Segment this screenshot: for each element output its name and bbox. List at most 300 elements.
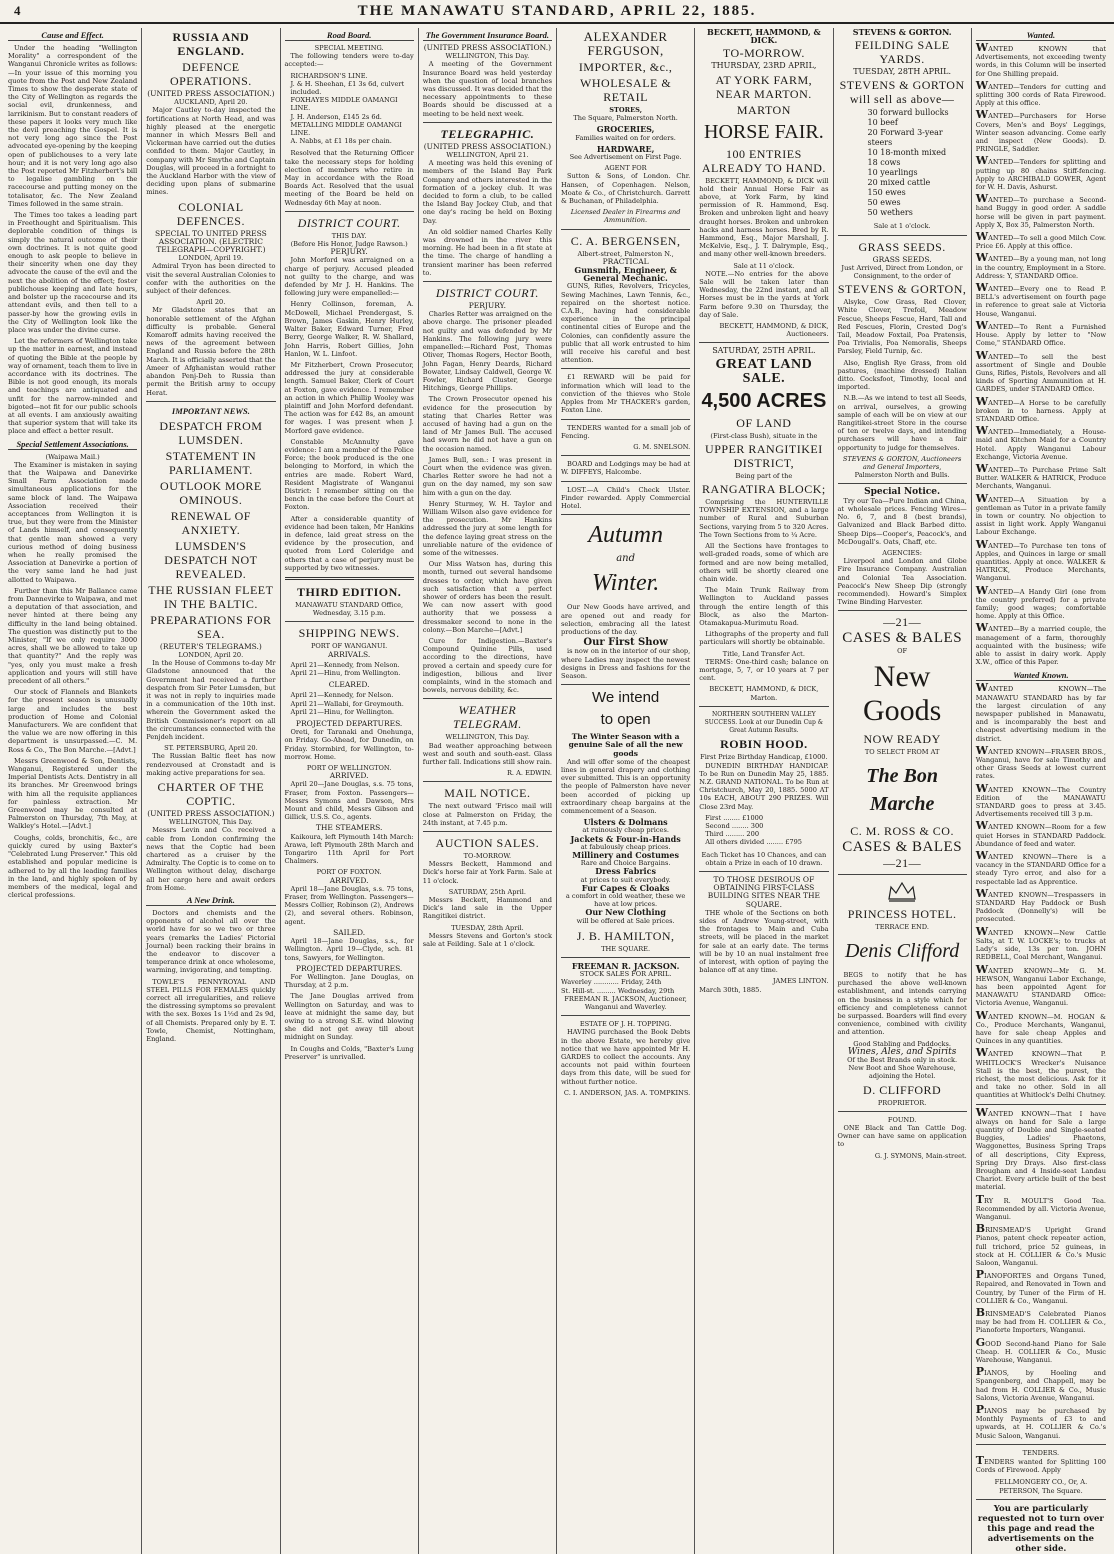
notice: You are particularly requested not to turn over this page and read the advertisements on the other side. bbox=[977, 1503, 1104, 1554]
dateline: ST. PETERSBURG, April 20. bbox=[164, 744, 258, 753]
arrivals-list bbox=[291, 661, 414, 677]
paragraph: Henry Sturmey, W. H. Taylor and William Wilson also gave evidence for the prosecution. Mr Hankins addressed the jury at some length for the defence laying great stress on the unreliable nature of the evidence of some of the witnesses. bbox=[422, 499, 552, 557]
table-row: All others divided ........ £795 bbox=[705, 838, 802, 847]
headline: CHARTER OF THE COPTIC. bbox=[157, 779, 265, 808]
list-item: 50 ewes bbox=[867, 198, 901, 208]
list-item: April 21—Wallabi, for Greymouth. bbox=[290, 699, 404, 708]
ad-item: Our New Clothing bbox=[585, 907, 666, 918]
subheading: (Before His Honor, Judge Rawson.) bbox=[290, 240, 408, 249]
list-item: RICHARDSON'S LINE. bbox=[290, 71, 368, 80]
list-item: FOXHAYES MIDDLE OAMANGI LINE. bbox=[290, 96, 398, 113]
ad-body: Liverpool and London and Globe Fire Insurance Company. Australian and Colonial Tea Association. Peacock's New Sheep Dip (strongly recommended). Howard's Simplex Twine Binding Harvester. bbox=[837, 557, 967, 607]
classified-ad: WANTED—Tenders for cutting and splitting 300 cords of Rata Firewood. Apply at this office. bbox=[975, 78, 1106, 108]
signature: J. B. HAMILTON, bbox=[576, 928, 675, 943]
classified-ad: WANTED KNOWN—M. HOGAN & Co., Produce Merchants, Wanganui, have for sale cheap Apples and Quinces in any quantities. bbox=[975, 1008, 1106, 1046]
ad-body: £1 REWARD will be paid for information which will lead to the conviction of the thieves who Stole Apples from Mr THACKER's garden, Foxton Line. bbox=[561, 373, 691, 415]
dateline: LONDON, April 19. bbox=[178, 254, 244, 263]
table-row: Second ........ 300 bbox=[705, 821, 764, 830]
classified-ad: WANTED—To sell the best assortment of Single and Double Guns, Rifles, Pistols, Revolvers and all kinds of Sporting Ammunition at H. GARDES, under STANDARD Office. bbox=[975, 348, 1106, 394]
ad-title: ALEXANDER FERGUSON, bbox=[583, 29, 668, 58]
ad-line: Of the Best Brands only in stock. bbox=[847, 1055, 958, 1064]
classified-ad: WANTED KNOWN that Advertisements, not exceeding twenty words, in this Column will be inserted for One Shilling prepaid. bbox=[975, 41, 1106, 78]
ad-block: RANGATIRA BLOCK; bbox=[702, 482, 826, 497]
classified-ad: WANTED KNOWN—FRASER BROS., Wanganui, have for sale Timothy and other Grass Seeds at lowest current rates. bbox=[975, 743, 1106, 781]
ad-item: at ruinously cheap prices. bbox=[582, 826, 669, 835]
subheading: THE STEAMERS. bbox=[315, 823, 383, 833]
ad-title: to open bbox=[600, 711, 651, 729]
list-item: 10 yearlings bbox=[867, 168, 918, 178]
dateline: AUCKLAND, April 20. bbox=[174, 98, 248, 107]
ad-body: DUNEDIN BIRTHDAY HANDICAP. To be Run on Dunedin May 25, 1885. N.Z. GRAND NATIONAL. To be Run at Christchurch, May 20, 1885. 5000 AT 10s EACH, ABOUT 290 PRIZES. Will Close 23rd May. bbox=[699, 761, 829, 811]
paragraph: Kaikoura, left Plymouth 14th March: Arawa, left Plymouth 28th March and Tongariro 11th April for Port Chalmers. bbox=[284, 832, 414, 866]
ad-event: HORSE FAIR. bbox=[704, 120, 824, 143]
classified-ad: WANTED—To sell a good Milch Cow. Price £6. Apply at this office. bbox=[975, 230, 1106, 251]
ad-body: LOST.—A Child's Check Ulster. Finder rewarded. Apply Commercial Hotel. bbox=[561, 485, 691, 510]
ad-title: FREEMAN R. JACKSON. bbox=[571, 961, 680, 972]
ad-body: The Main Trunk Railway from Wellington to Auckland passes through the entire length of this Block, as also the Marton-Otamakapua-Murimutu Road. bbox=[699, 586, 829, 627]
list-item: April 21—Kennedy, from Nelson. bbox=[290, 660, 400, 669]
headline: RENEWAL OF ANXIETY. bbox=[170, 508, 251, 537]
paragraph: The next outward 'Frisco mail will close at Palmerston on Friday, the 24th instant, at 7.45 p.m. bbox=[422, 802, 552, 827]
headline: Wanted Known. bbox=[976, 670, 1106, 681]
ad-time: Sale at 1 o'clock. bbox=[873, 222, 931, 231]
ad-event: MARTON bbox=[736, 102, 791, 117]
paragraph: Our Miss Watson has, during this month, turned out several handsome dresses to order, which have given such satisfaction that a perfect shower of orders has been the result. We can now assert with good authority that we possess a dressmaker second to none in the colony.—Bon Marche—[Advt.] bbox=[422, 560, 552, 634]
ad-item: Jackets & Four-in-Hands bbox=[570, 833, 681, 844]
ad-body: N.B.—As we intend to test all Seeds, on arrival, ourselves, a growing sample of each will be on view at our Rangitikei-street Store in the course of ten or twelve days, and intending purchasers will have a fair opportunity to judge for themselves. bbox=[837, 394, 967, 452]
classified-ad: PIANOS may be purchased by Monthly Payments of £3 to and upwards, at H. COLLIER & Co.'s Music Saloon, Wanganui. bbox=[975, 1403, 1106, 1440]
paragraph: The Times too takes a leading part in Freethought and Spiritualism. This deplorable condition of things is simply the natural outcome of their own doctrines. It is not quite good enough to ask people to believe in their sincerity when one day they advocate the cause of the evil and the next the abolition of the effect; foster publichouse keeping and late hours, and bolster up the racecourse and its attendant evils, and then tell to a passer-by how the growing evils in the City of Wellington look like the place was under the divine curse. bbox=[8, 211, 138, 334]
page-number: 4 bbox=[14, 3, 21, 18]
subheading: PERJURY. bbox=[330, 247, 368, 257]
ad-date: THURSDAY, 23RD APRIL, bbox=[711, 61, 817, 71]
classified-ad: WANTED KNOWN—Mr G. M. HEWSON, Wanganui Labor Exchange, has been appointed Agent for MANAWATU STANDARD Office: Victoria Avenue, Wanganui. bbox=[975, 962, 1106, 1008]
list-item: METALLING MIDDLE OAMANGI LINE. bbox=[290, 120, 402, 138]
ad-body: Our New Goods have arrived, and are opened out and ready for selection, embracing all the latest productions of the day. bbox=[561, 603, 691, 636]
paragraph: John Morford was arraigned on a charge of perjury. Accused pleaded not guilty to the charge, and was defended by Mr J. H. Hankins. The following jury were empanelled:— bbox=[284, 256, 414, 298]
subheading: ARRIVED. bbox=[329, 875, 369, 885]
ad-item: Rare and Choice Bargains. bbox=[580, 859, 671, 868]
agency: SPECIAL TO UNITED PRESS ASSOCIATION. (ELECTRIC TELEGRAPH—COPYRIGHT.) bbox=[155, 228, 267, 255]
paragraph: Constable McAnnulty gave evidence: I am a member of the Police Force; the book produced is the one belonging to Morford, in which the entries are made. Robert Ward, Resident Magistrate of Wanganui District: I remember sitting on the bench in the case before the Court at Foxton. bbox=[284, 437, 414, 512]
ad-store: The Bon Marche bbox=[866, 764, 938, 815]
ad-title: BECKETT, HAMMOND, & DICK. bbox=[706, 27, 821, 46]
masthead bbox=[0, 0, 1114, 24]
ad-title: ESTATE OF J. H. TOPPING. bbox=[579, 1020, 672, 1029]
ad-line: Each Ticket has 10 Chances, and can obtain a Prize in each of 10 drawn. bbox=[701, 850, 827, 867]
ad-item: at prices to suit everybody. bbox=[580, 875, 671, 884]
signature: D. CLIFFORD bbox=[863, 1082, 942, 1097]
subheading: ARRIVED. bbox=[329, 771, 369, 781]
ad-firm: C. M. ROSS & CO. bbox=[850, 823, 954, 838]
subheading: (Waipawa Mail.) bbox=[45, 452, 100, 461]
subheading: ARRIVALS. bbox=[328, 649, 371, 659]
advertisement: TOWLE'S PENNYROYAL AND STEEL PILLS FOR FEMALES quickly correct all irregularities, and relieve the distressing symptoms so prevalent with the sex. Boxes 1s 1½d and 2s 9d, of all Chemists. Prepared only by E. T. Towle, Chemist, Nottingham, England. bbox=[146, 977, 276, 1044]
paragraph: Major Cautley to-day inspected the fortifications at North Head, and was highly pleased at the energetic manner in which Messrs Bell and Vickerman have carried out the duties confided to them. Major Cautley, in company with Mr Smythe and Captain Douglas, will proceed in a fortnight to the Auckland Harbor with the view of deciding upon plans of submarine mines. bbox=[146, 106, 276, 197]
list-item: April 21—Hinu, from Wellington. bbox=[290, 669, 401, 677]
ad-subtitle: TERRACE END. bbox=[875, 922, 929, 931]
subheading: PERJURY. bbox=[468, 301, 507, 311]
paragraph: For Wellington. Jane Douglas, on Thursday, at 2 p.m. bbox=[284, 972, 414, 990]
headline: SHIPPING NEWS. bbox=[298, 626, 400, 641]
paragraph: Cure for Indigestion.—Baxter's Compound Quinine Pills, used according to the directions, have proved a certain and speedy cure for indigestion, bilious and liver complaints, wind in the stomach and bowels, nervous debility, &c. bbox=[422, 637, 552, 695]
paragraph: In Coughs and Colds, "Baxter's Lung Preserver" is unrivalled. bbox=[284, 1044, 414, 1061]
paragraph: Bad weather approaching between west and south and south-east. Glass further fall. Indications still show rain. bbox=[422, 741, 553, 767]
ad-title: GRASS SEEDS. bbox=[858, 239, 946, 254]
dateline: WELLINGTON, April 21. bbox=[446, 151, 529, 160]
classified-ad: WANTED KNOWN—The MANAWATU STANDARD has by far the largest circulation of any newspaper published in Manawatu, and is incomparably the best and cheapest advertising medium in the district. bbox=[975, 681, 1106, 743]
ad-line: Title, Land Transfer Act. bbox=[722, 649, 805, 658]
ad-subtitle: WHOLESALE & RETAIL bbox=[580, 76, 672, 104]
ad-line: See Advertisement on First Page. bbox=[569, 153, 682, 162]
classified-ad: WANTED KNOWN—That P. WHITLOCK'S Wrecker's Nuisance Stall is the best, the purest, the richest, the most delicious. Ask for it and take no other. Sold in all quantities at Whitlock's Delhi Chutney. bbox=[975, 1046, 1106, 1100]
paragraph: April 18—Jane Douglas, s.s. 75 tons, Fraser, from Wellington. Passengers—Messrs Collier, Robinson (2), Andrews (2), and several others. Robinson, agent. bbox=[284, 884, 414, 926]
paragraph: Mr Fitzherbert, Crown Prosecutor, addressed the jury at considerable length. Samuel Baker, Clerk of Court at Foxton, gave evidence. I remember an action in which Phillip Wooley was plaintiff and John Morford defendant. The action was for £42 8s, an amount for wages. I was present when J. Morford gave evidence. bbox=[284, 360, 414, 435]
ad-item: a comfort in cold weather, these we have at low prices. bbox=[565, 892, 686, 909]
ad-item: at fabulously cheap prices. bbox=[580, 842, 671, 851]
ad-body: Also, English Rye Grass, from old pastures, (machine dressed) Italian ditto. Cocksfoot, Timothy, local and imported. bbox=[837, 358, 967, 392]
ad-line: AGENT FOR bbox=[604, 164, 647, 173]
stock-list bbox=[868, 108, 967, 218]
agency: (UNITED PRESS ASSOCIATION.) bbox=[147, 808, 275, 818]
ad-body: GUNS, Rifles, Revolvers, Tricycles, Sewing Machines, Lawn Tennis, &c., repaired on the shortest notice. C.A.B., having had considerable experience in the principal continental cities of Europe and the Colonies, can confidently assure the public that all work entrusted to him will receive his careful and best attention. bbox=[561, 282, 691, 365]
ad-body: Sutton & Sons, of London. Chr. Hansen, of Copenhagen. Nelson, Moate & Co., of Christchurch. Garrett & Buchanan, of Philadelphia. bbox=[561, 172, 691, 206]
classified-ad: WANTED—A Handy Girl (one from the country preferred) for a private family; good wages; comfortable home. Apply at this Office. bbox=[975, 583, 1106, 621]
ad-number: —21— bbox=[883, 615, 922, 630]
list-item: 18 cows bbox=[867, 158, 901, 168]
subheading: PORT OF WELLINGTON. bbox=[306, 764, 392, 773]
ad-body: NOTE.—No entries for the above Sale will be taken later than Wednesday, the 22nd instant, and all Horses must be in the yards at York Farm before 9.30 on Thursday, the day of Sale. bbox=[699, 269, 829, 319]
ad-body: ONE Black and Tan Cattle Dog. Owner can have same on application to bbox=[837, 1123, 967, 1149]
headline: LUMSDEN'S DESPATCH NOT REVEALED. bbox=[164, 538, 258, 581]
classified-ad: WANTED—A Situation by a gentleman as Tutor in a private family in town or country. No objection to assist in light work. Apply Wanganui Labour Exchange. bbox=[975, 491, 1106, 537]
ad-body: TERMS: One-third cash; balance on mortgage, 5, 7, or 10 years at 7 per cent. bbox=[699, 657, 829, 683]
list-item: J. & H. Sheehan, £1 3s 6d, culvert included. bbox=[290, 79, 405, 97]
paragraph: The Crown Prosecutor opened his evidence for the prosecution by stating that Charles Retter was accused of having had a gun on the land of Mr James Bull. The accused had sworn he did not have a gun on the occasion named. bbox=[422, 395, 552, 453]
cleared-list bbox=[291, 691, 414, 716]
classified-ad: TENDERS wanted for Splitting 100 Cords of Firewood. Apply bbox=[975, 1454, 1106, 1475]
dateline: WELLINGTON, This Day. bbox=[169, 818, 253, 827]
agency: (UNITED PRESS ASSOCIATION.) bbox=[423, 141, 551, 151]
subheading: TUESDAY, 28th April. bbox=[451, 923, 524, 932]
headline: DEFENCE OPERATIONS. bbox=[169, 60, 252, 88]
classified-ad: WANTED—To Purchase ten tons of Apples, and Quinces in large or small quantities. Apply at once. WALKER & HATRICK, Produce Merchants, Wanganui. bbox=[975, 537, 1106, 583]
ad-line: HARDWARE, bbox=[596, 143, 655, 154]
ad-line: Good Stabling and Paddocks. bbox=[853, 1039, 952, 1048]
headline: Wanted. bbox=[976, 30, 1106, 41]
column-4 bbox=[419, 28, 557, 1554]
ad-body: BECKETT, HAMMOND, & DICK will hold their Annual Horse Fair as above, at York Farm, by kind permission of R. Hammond, Esq. Broken and unbroken light and heavy draught horses. Broken and unbroken hacks and harness horses. Bred by R. Hammond, Esq., Major Marshall, J. McKelvie, Esq., J. T. Dalrymple, Esq., and many other well-known breeders. bbox=[699, 176, 829, 259]
ad-line: NOW READY bbox=[863, 731, 941, 746]
subheading: PROJECTED DEPARTURES. bbox=[295, 963, 403, 973]
list-item: 20 Forward 3-year steers bbox=[867, 128, 943, 148]
headline: Special Settlement Associations. bbox=[8, 439, 137, 450]
ad-title: GREAT LAND SALE. bbox=[715, 356, 813, 386]
classified-ad: PIANOS, by Hoeling and Spangenberg, and Chappell, may be had from H. COLLIER & Co., Music Salons, Victoria Avenue, Wanganui. bbox=[975, 1365, 1106, 1402]
list-item: 10 18-month mixed bbox=[867, 148, 947, 158]
headline: WEATHER TELEGRAM. bbox=[452, 703, 522, 732]
ad-subtitle: STORES, bbox=[609, 106, 642, 114]
paragraph: Our stock of Flannels and Blankets for the present season is unusually large and includes the best production of Home and Colonial Manufacturers. We are confident that the value we are now offering in this department is unsurpassed.—C. M. Ross & Co., The Bon Marche.—[Advt.] bbox=[8, 688, 138, 754]
classified-ad: WANTED—A Horse to be carefully broken in to harness. Apply at STANDARD Office. bbox=[975, 394, 1106, 423]
ad-body: is now on in the interior of our shop, where Ladies may inspect the newest designs in Dress and fashions for the Season. bbox=[561, 647, 691, 680]
dateline: WELLINGTON, This Day. bbox=[445, 52, 530, 61]
ad-entries: 100 ENTRIES ALREADY TO HAND. bbox=[701, 146, 826, 175]
ad-number: —21— bbox=[883, 855, 922, 870]
ad-body: All the Sections have frontages to well-graded roads, some of which are formed and are now being metalled, others will be shortly cleared one chain wide. bbox=[699, 542, 829, 583]
ad-time: Sale at 11 o'clock. bbox=[733, 261, 795, 270]
ad-body: Try our Tea—Pure Indian and China, at wholesale prices. Fencing Wires—No. 6, 7, and 8 (best brands), Galvanized and Black Barbed ditto. Sheep Dips—Cooper's, Peacock's, and McDougall's. Oats, Chaff, etc. bbox=[837, 496, 967, 546]
classified-ad: WANTED—Immediately, a House-maid and Kitchen Maid for a Country Hotel. Apply Wanganui Labour Exchange, Victoria Avenue. bbox=[975, 424, 1106, 461]
signature: G. J. SYMONS, Main-street. bbox=[874, 1151, 967, 1160]
paragraph: Oreti, for Taranaki and Onehunga, on Friday. Go-Ahead, for Dunedin, on Friday. Stormbird, for Wellington, to-morrow. Home. bbox=[284, 728, 414, 761]
ad-line: TO SELECT FROM AT bbox=[864, 747, 940, 756]
column-2 bbox=[142, 28, 280, 1554]
ad-subtitle: The Winter Season with a genuine Sale of all the new goods bbox=[568, 732, 683, 758]
ad-line: OF bbox=[897, 647, 908, 656]
subheading: TO-MORROW. bbox=[463, 852, 512, 861]
paragraph: James Bull, sen.: I was present in Court when the evidence was given. Charles Retter swore he had not a gun on the day named, my son saw him with a gun on the day. bbox=[422, 455, 552, 497]
ad-date: SATURDAY, 25TH APRIL. bbox=[712, 346, 816, 356]
paragraph: The Examiner is mistaken in saying that the Waipawa and Danevirke Small Farm Association made simultaneous applications for the same block of land. The Waipawa Association received their acceptances from Wellington it is true, but they were from the Minister of Lands himself, and consequently that gentle man showed a very curious method of doing business when he really promised the Association at Danevirke a portion of the very same land he had just allotted to Waipawa. bbox=[8, 460, 138, 584]
signature: STEVENS & GORTON, Auctioneers and General Importers, bbox=[842, 454, 962, 472]
ad-date: March 30th, 1885. bbox=[699, 985, 762, 994]
headline: DISTRICT COURT. bbox=[297, 215, 401, 230]
ad-subtitle: FEILDING SALE YARDS. bbox=[854, 38, 950, 67]
classified-ad: PIANOFORTES and Organs Tuned, Repaired, and Renovated in Town and Country, by Tuner of the Firm of H. COLLIER & Co., Wanganui. bbox=[975, 1268, 1106, 1305]
ad-line: NORTHERN SOUTHERN VALLEY SUCCESS. Look at our Dunedin Cup & Great Autumn Results. bbox=[704, 710, 824, 735]
subheading: MANAWATU STANDARD Office, Wednesday, 3.15 p.m. bbox=[295, 600, 404, 618]
ad-date: TUESDAY, 28TH APRIL. bbox=[853, 67, 952, 77]
headline: STATEMENT IN PARLIAMENT. bbox=[165, 448, 257, 477]
table-row: Third ......... 200 bbox=[705, 830, 760, 839]
paragraph: Further than this Mr Ballance came from Dannevirke to Waipawa, and met a deputation of that association, and never hinted at there being any difficulty in the land being obtained. The question was distinctly put to the Minister, "If we only require 3000 acres, shall we be allowed to take up that quantity?" And the reply was "yes, only you must make a fresh application and yours will still have precedent of all others." bbox=[8, 586, 138, 686]
ad-body: Alsyke, Cow Grass, Red Clover, White Clover, Trefoil, Meadow Fescue, Sheeps Fescue, Hard, Tall and Red Fescues, Florin, Crested Dog's Tail, Meadow Foxtail, Poa Pratensis, Poa Trivialis, Poa Nemoralis, Sheeps Parsley, Field Turnip, &c. bbox=[837, 298, 967, 356]
headline: PREPARATIONS FOR SEA. bbox=[150, 612, 272, 641]
classified-ad: BRINSMEAD'S Celebrated Pianos may be had from H. COLLIER & Co., Pianoforte Importers, Wanganui. bbox=[975, 1306, 1106, 1335]
ad-line: Licensed Dealer in Firearms and Ammunition. bbox=[570, 208, 681, 225]
list-item: 10 beef bbox=[867, 118, 898, 128]
ad-title: Special Notice. bbox=[864, 487, 941, 498]
headline: RUSSIA AND ENGLAND. bbox=[172, 30, 250, 58]
ad-place: UPPER RANGITIKEI DISTRICT, bbox=[705, 441, 823, 470]
signature: G. M. SNELSON. bbox=[633, 442, 691, 451]
headline: Cause and Effect. bbox=[8, 30, 137, 41]
classified-ad: WANTED KNOWN—There is a vacancy in the STANDARD Office for a steady Tyro error, and also for a respectable lad as Apprentice. bbox=[975, 849, 1106, 886]
list-item: J. H. Anderson, £145 2s 6d. bbox=[290, 112, 382, 121]
classified-ad: WANTED—Every one to Read P. BELL's advertisement on fourth page in reference to great sale at Victoria House, Wanganui. bbox=[975, 281, 1106, 318]
paragraph: The Jane Douglas arrived from Wellington on Saturday, and was to leave at midnight the same day, but owing to a strong S.E. wind blowing she did not get away till about midnight on Sunday. bbox=[284, 992, 414, 1042]
ad-line: Our First Show bbox=[583, 637, 668, 649]
classified-ad: WANTED—Tenders for splitting and putting up 80 chains Stiff-fencing. Apply to ARCHIBALD GOWER, Agent for W. H. Davis, Ashurst. bbox=[975, 154, 1106, 192]
paragraph: April 20—Jane Douglas, s.s. 75 tons, Fraser, from Foxton. Passengers—Messrs Symons and Dawson, Mrs Mount and child, Messrs Gibson and Gillick, U.S.S. Co., agents. bbox=[284, 780, 414, 822]
ad-address: Albert-street, Palmerston N., bbox=[577, 249, 674, 258]
ad-body: THE whole of the Sections on both sides of Andrew Young-street, with the frontages to Main and Cuba streets, will be placed in the market for sale at an early date. The terms will be by 10 an nual instalment free of interest, with option of paying the balance off at any time. bbox=[699, 908, 829, 975]
column-7 bbox=[834, 28, 972, 1554]
paragraph: April 18—Jane Douglas, s.s., for Wellington. April 19—Clyde, sch. 81 tons, Sawyers, for Wellington. bbox=[284, 937, 414, 962]
agency: (UNITED PRESS ASSOCIATION.) bbox=[147, 89, 275, 98]
list-item: April 21—Kennedy, for Nelson. bbox=[290, 691, 394, 700]
classified-ad: WANTED—To Rent a Furnished House. Apply by letter to "Now Come," STANDARD Office. bbox=[975, 318, 1106, 348]
classified-ad: WANTED KNOWN—New Cattle Salts, at T. W. LOCKE's; to trucks at Lady's side, 13s per ton. JOHN REDBELL, Coal Merchant, Wanganui. bbox=[975, 924, 1106, 962]
headline: Road Board. bbox=[285, 30, 414, 41]
newspaper-title: THE MANAWATU STANDARD, APRIL 22, 1885. bbox=[357, 2, 757, 19]
list-item: A. Nabbs, at £1 18s per chain. bbox=[290, 137, 392, 146]
ad-title: STEVENS & GORTON. bbox=[852, 27, 952, 37]
classified-ad: WANTED KNOWN—That I have always on hand for Sale a large quantity of Double and Single-seated Buggies, Ladies' Phaetons, Waggonettes, Business Spring Traps of all descriptions, City Express, Spring Dry Drays. Also first-class Brougham and 4 Inside-seat Landau Chariot. Every article built of the best material. bbox=[975, 1105, 1106, 1192]
ad-subtitle: GRASS SEEDS. bbox=[872, 254, 932, 264]
ad-line: New Boot and Shoe Warehouse, adjoining the Hotel. bbox=[848, 1064, 956, 1081]
ad-body: Comprising the HUNTERVILLE TOWNSHIP EXTENSION, and a large number of Rural and Suburban Sections, varying from 5 to 320 Acres. The Town Sections from to ¼ Acre. bbox=[699, 498, 829, 539]
ad-line: First Prize Birthday Handicap, £1000. bbox=[700, 753, 828, 762]
dateline: April 20. bbox=[196, 298, 226, 307]
paragraph: Resolved that the Returning Officer take the necessary steps for holding election of members who retire in May in accordance with the Road Boards Act. Resolved that the usual meeting of the Board be held on Wednesday 6th May at noon. bbox=[284, 149, 414, 207]
dateline: WELLINGTON, This Day. bbox=[445, 733, 530, 742]
ad-body: Just Arrived, Direct from London, or Consignment, to the order of bbox=[841, 263, 963, 281]
subheading: CLEARED. bbox=[328, 680, 370, 690]
classified-ad: GOOD Second-hand Piano for Sale Cheap. H. COLLIER & Co., Music Warehouse, Wanganui. bbox=[975, 1335, 1106, 1365]
subheading: THIS DAY. bbox=[331, 231, 367, 240]
ad-acres: 4,500 ACRES bbox=[701, 389, 827, 412]
ad-trade: Gunsmith, Engineer, & General Mechanic. bbox=[574, 265, 677, 284]
headline: THE RUSSIAN FLEET IN THE BALTIC. bbox=[148, 582, 274, 611]
ad-address: The Square, Palmerston North. bbox=[573, 114, 678, 123]
headline: The Government Insurance Board. bbox=[423, 30, 552, 41]
headline: DISTRICT COURT. bbox=[435, 286, 539, 301]
subheading: PORT OF FOXTON. bbox=[316, 868, 382, 877]
list-item: April 21—Hinu, for Wellington. bbox=[290, 707, 395, 716]
newspaper-page bbox=[0, 24, 1114, 1554]
ad-item: Dress Fabrics bbox=[595, 866, 656, 877]
ad-body: TENDERS wanted for a small job of Fencing. bbox=[561, 423, 691, 440]
paragraph: A meeting was held this evening of members of the Island Bay Park Company and others interested in the formation of a jockey club. It was decided to form a club, to be called the Island Bay Jockey Club, and that one day's racing be held on Boxing Day. bbox=[422, 159, 552, 225]
ad-title: We intend bbox=[591, 689, 660, 707]
paragraph: After a considerable quantity of evidence had been taken, Mr Hankins in defence, laid great stress on the evidence by the prosecution, and quoted from Lord Coleridge and others that a case of perjury must be supported by two witnesses. bbox=[284, 514, 414, 572]
paragraph: A meeting of the Government Insurance Board was held yesterday when the question of local branches was discussed. It was decided that the necessary appointments to these Boards should be discussed at a meeting to be held next week. bbox=[422, 60, 552, 118]
classified-ad: WANTED—By a young man, not long in the country, Employment in a Store. Address: Y, STANDARD Office. bbox=[975, 251, 1106, 280]
ad-line: GROCERIES, bbox=[596, 124, 655, 135]
ad-title: Autumn bbox=[588, 522, 663, 549]
classified-ad: WANTED KNOWN—Trespassers in STANDARD Hay Paddock or Bush Paddock (Donnelly's) will be prosecuted. bbox=[975, 886, 1106, 924]
list-item: 50 wethers bbox=[867, 208, 913, 218]
signature: C. I. ANDERSON, JAS. A. TOMPKINS. bbox=[563, 1088, 691, 1097]
ad-item: Ulsters & Dolmans bbox=[583, 817, 668, 828]
ad-body: And will offer some of the cheapest lines in general drapery and clothing ever submitted. This is an opportunity the people of Palmerston have never been accorded of picking up extraordinary cheap bargains at the commencement of a Season. bbox=[561, 757, 691, 815]
classified-ad: WANTED KNOWN—Room for a few quiet Horses in STANDARD Paddock. Abundance of feed and water. bbox=[975, 819, 1106, 848]
signature: PROPRIETOR. bbox=[877, 1098, 927, 1107]
column-8 bbox=[972, 28, 1110, 1554]
paragraph: Mr Gladstone states that an honorable settlement of the Afghan difficulty is probable. General Komaroff admits having received the news of the agreement between England and Russia before the 28th March. It is officially asserted that the Ameer of Afghanistan would rather abandon Penj-Deh to Russia than permit the British army to occupy Herat. bbox=[146, 306, 276, 397]
paragraph: The following tenders were to-day accepted:— bbox=[284, 52, 414, 69]
tender-list bbox=[291, 72, 414, 146]
dateline: LONDON, April 20. bbox=[178, 650, 244, 659]
headline: OUTLOOK MORE OMINOUS. bbox=[160, 478, 262, 507]
paragraph: Messrs Levin and Co. received a cable from London confirming the news that the Coptic had been chartered as a cruiser by the Admiralty. The Coptic is to come on to Wellington without delay, discharge all her cargo here and await orders from Home. bbox=[146, 826, 276, 892]
column-3 bbox=[281, 28, 419, 1554]
signature: FREEMAN R. JACKSON, Auctioneer, Wanganui and Waverley. bbox=[564, 994, 687, 1012]
paragraph: Messrs Stevens and Gorton's stock sale at Feilding. Sale at 1 o'clock. bbox=[422, 931, 552, 949]
classified-ad: WANTED—By a married couple, the management of a farm, thoroughly acquainted with the business; wife able to assist in dairy work. Apply X.W., office of this Paper. bbox=[975, 621, 1106, 667]
classified-ad: TRY R. MOULT'S Good Tea. Recommended by all. Victoria Avenue, Wanganui. bbox=[975, 1192, 1106, 1221]
headline: THIRD EDITION. bbox=[296, 584, 402, 599]
list-item: 20 mixed cattle bbox=[867, 178, 931, 188]
ad-item: Millinery and Costumes bbox=[572, 850, 679, 860]
paragraph: Let the reformers of Wellington take up the matter in earnest, and instead of quoting the Bible at the people by way of ornament, teach them to live in accordance with its doctrines. The Bible is not good enough, its morals and teachings are antiquated and unfit for the narrow-minded and bigoted—not fit for our public schools at all events. I am anxiously awaiting that superior system that will take its place and effect a better result. bbox=[8, 337, 138, 436]
paragraph: Messrs Greenwood & Son, Dentists, Wanganui, Registered under the Imperial Dentists Acts. Dentistry in all its branches. Mr Greenwood brings with him all the requisite appliances for painless extraction. Mr Greenwood may be consulted at Palmerston on Thursday, 7th May, at Walkley's Hotel.—[Advt.] bbox=[8, 756, 138, 831]
paragraph: Messrs Beckett, Hammond and Dick's land sale in the Upper Rangitikei district. bbox=[422, 896, 552, 921]
ad-subtitle: OF LAND bbox=[736, 415, 792, 430]
subheading: SAILED. bbox=[333, 927, 366, 937]
subheading: PROJECTED DEPARTURES. bbox=[295, 719, 403, 729]
signature: Palmerston North and Bulls. bbox=[854, 471, 950, 480]
list-item: Waverley ............ Friday, 24th bbox=[561, 978, 662, 987]
ad-title: FOUND. bbox=[887, 1115, 917, 1124]
ad-body: HAVING purchased the Book Debts in the above Estate, we hereby give notice that we have appointed Mr H. GARDES to collect the accounts. Any accounts not paid within fourteen days from this date, will be sued for without further notice. bbox=[561, 1028, 691, 1086]
prize-table bbox=[705, 814, 828, 847]
ad-line: PRACTICAL bbox=[602, 256, 649, 266]
paragraph: Doctors and chemists and the opponents of alcohol all over the world have for so we two or three years (remarks the Ladies' Pictorial Journal) been racking their brains in the endeavor to discover a temperance drink at once wholesome, warming, invigorating, and tempting. bbox=[146, 908, 276, 975]
signature: THE SQUARE. bbox=[601, 944, 651, 953]
headline: DESPATCH FROM LUMSDEN. bbox=[159, 418, 263, 447]
ad-subtitle: IMPORTER, &c., bbox=[578, 60, 673, 74]
paragraph: Henry Collinson, foreman, A. McDowell, Michael Prendergast, S. Brown, James Gaskin, Henry Hurley, Walter Baker, Edward Turner, Fred Berry, George Walker, R. W. Shallard, John Harris, Robert Gillies, John Hanlon, W. L. Linfoot. bbox=[284, 300, 414, 358]
subheading: SPECIAL MEETING. bbox=[314, 44, 384, 52]
headline: IMPORTANT NEWS. bbox=[171, 405, 250, 416]
table-row: First ........ £1000 bbox=[705, 813, 764, 822]
ad-title: New Goods bbox=[862, 659, 942, 727]
paragraph: An old soldier named Charles Kelly was drowned in the river this morning. He had been in a fit state at the time. The charge of handling a transient mariner has been referred to. bbox=[422, 227, 552, 277]
signature: R. A. EDWIN. bbox=[506, 769, 552, 778]
paragraph: In the House of Commons to-day Mr Gladstone announced that the Government had received a further despatch from Sir Peter Lumsden, but it was not in reply to inquiries made in a communication of the 10th inst. wherein the Government asked the British Commissioner's report on all the circumstances connected with the Penjdeh incident. bbox=[146, 659, 276, 741]
signature: JAMES LINTON. bbox=[772, 977, 829, 986]
list-item: St. Hill-st. ......... Wednesday, 29th bbox=[561, 986, 675, 995]
subheading: SATURDAY, 25th April. bbox=[448, 887, 526, 896]
ad-line: Being part of the bbox=[735, 471, 793, 480]
ad-subtitle: TO-MORROW. bbox=[722, 46, 805, 61]
paragraph: The Russian Baltic fleet has now rendezvoused at Cronstadt and is making active preparations for sea. bbox=[146, 752, 276, 777]
paragraph: Coughs, colds, bronchitis, &c., are quickly cured by using Baxter's "Celebrated Lung Preserver." This old established and popular medicine is adhered to by all the leading families in the land, and highly spoken of by members of the medical, legal and clerical professions. bbox=[8, 833, 138, 900]
signature: FELLMONGERY CO., Or, A. PETERSON, The Square. bbox=[994, 1478, 1088, 1495]
classified-ad: WANTED—To Purchase Prime Salt Butter. WALKER & HATRICK, Produce Merchants, Wanganui. bbox=[975, 461, 1106, 491]
headline: MAIL NOTICE. bbox=[444, 786, 531, 801]
column-6 bbox=[695, 28, 833, 1554]
ad-subtitle: STOCK SALES FOR APRIL. bbox=[579, 970, 672, 979]
column-1 bbox=[4, 28, 142, 1554]
column-5: ALEXANDER FERGUSON, IMPORTER, &c., WHOLESALE & RETAIL STORES, The Square, Palmerston North. GROCERIES, Families waited on for orders. HARDWARE, See Advertisement on First Page. AGENT FOR Sutton & Sons, of London. Chr. Hansen, of Copenhagen. Nelson, Moate & Co., of Christchurch. Garrett & Buchanan, of Philadelphia. Licensed Dealer in Firearms and Ammunition. C. A. BERGENSEN, Albert-street, Palmerston N., PRACTICAL Gunsmith, Engineer, & General Mechanic. GUNS, Rifles, Revolvers, Tricycles, Sewing Machines, Lawn Tennis, &c., repaired on the shortest notice. C.A.B., having had considerable experience in the principal continental cities of Europe and the Colonies, can confidently assure the public that all work entrusted to him will receive his careful and best attention. £1 REWARD will be paid for information which will lead to the conviction of the thieves who Stole Apples from Mr THACKER's garden, Foxton Line. TENDERS wanted for a small job of Fencing. G. M. SNELSON. BOARD and Lodgings may be had at W. DIFFEYS, Halcombe. LOST.—A Child's Check Ulster. Finder rewarded. Apply Commercial Hotel. Autumn and Winter. Our New Goods have arrived, and are opened out and ready for selection, embracing all the latest productions of the day. Our First Show is now on in the interior of our shop, where Ladies may inspect the newest designs in Dress and fashions for the Season. We intend to open The Winter Season with a genuine Sale of all the new goods And will offer some of the cheapest lines in general drapery and clothing ever submitted. This is an opportunity the people of Palmerston have never been accorded of picking up extraordinary cheap bargains at the commencement of a Season. Ulsters & Dolmans at ruinously cheap prices. Jackets & Four-in-Hands at fabulously cheap prices. Millinery and Costumes Rare and Choice Bargains. Dress Fabrics at prices to suit everybody. Fur Capes & Cloaks a comfort in cold weather, these we have at low prices. Our New Clothing will be offered at Sale prices. J. B. HAMILTON, THE SQUARE. FREEMAN R. JACKSON. STOCK SALES FOR APRIL. Waverley ............ Friday, 24th St. Hill-st. ......... Wednesday, 29th FREEMAN R. JACKSON, Auctioneer, Wanganui and Waverley. ESTATE OF J. H. TOPPING. HAVING purchased the Book Debts in the above Estate, we hereby give notice that we have appointed Mr H. GARDES to collect the accounts. Any accounts not paid within fourteen days from this date, will be sued for without further notice. C. I. ANDERSON, JAS. A. TOMPKINS. bbox=[557, 28, 695, 1554]
ad-line: (First-class Bush), situate in the bbox=[710, 431, 818, 440]
subheading: PORT OF WANGANUI. bbox=[310, 642, 388, 651]
headline: A New Drink. bbox=[146, 895, 275, 906]
paragraph: Charles Retter was arraigned on the above charge. The prisoner pleaded not guilty and was defended by Mr Hankins. The following jury were empanelled:—Richard Post, Thomas Oliver, Thomas Rogers, Hector Booth, John Fagan, Henry Deards, Richard Bowater, Lindsay Caldwell, George W. Fowler, Richard Cluster, George Hitchings, George Phillips. bbox=[422, 310, 552, 393]
paragraph: Messrs Beckett, Hammond and Dick's horse fair at York Farm. Sale at 11 o'clock. bbox=[422, 860, 552, 885]
ad-title: TO THOSE DESIROUS OF OBTAINING FIRST-CLASS BUILDING SITES NEAR THE SQUARE. bbox=[707, 875, 821, 909]
paragraph: Admiral Tryon has been directed to visit the several Australian Colonies to confer with the authorities on the subject of their defences. bbox=[146, 262, 276, 296]
signature: BECKETT, HAMMOND, & DICK, Auctioneers. bbox=[719, 322, 829, 339]
classified-ad: WANTED KNOWN—The Country Edition of the MANAWATU STANDARD goes to press at 3.45. Advertisements received till 3 p.m. bbox=[975, 781, 1106, 819]
classified-ad: BRINSMEAD'S Upright Grand Pianos, patent check repeater action, full trichord, price 52 guineas, in stock at H. COLLIER & Co.'s Music Saloon, Wanganui. bbox=[975, 1222, 1106, 1267]
ad-title: PRINCESS HOTEL. bbox=[847, 906, 957, 921]
classified-ad: WANTED—Purchasers for Horse Covers, Men's and Boys' Leggings, Winter season advancing. Come early and inspect (New Goods). D. PRINGLE, Saddler. bbox=[975, 108, 1106, 154]
ad-name: STEVENS & GORTON, bbox=[837, 282, 967, 297]
ad-line: Wines, Ales, and Spirits bbox=[847, 1046, 957, 1057]
ad-title: C. A. BERGENSEN, bbox=[570, 233, 681, 248]
ad-body: Lithographs of the property and full particulars will shortly be obtainable. bbox=[699, 630, 829, 647]
headline: TELEGRAPHIC. bbox=[440, 126, 535, 141]
ad-item: Fur Capes & Cloaks bbox=[581, 882, 670, 893]
ad-body: STEVENS & GORTON will sell as above— bbox=[839, 78, 965, 107]
ad-title: Winter. bbox=[591, 570, 660, 597]
ad-body: BOARD and Lodgings may be had at W. DIFFEYS, Halcombe. bbox=[561, 460, 691, 477]
